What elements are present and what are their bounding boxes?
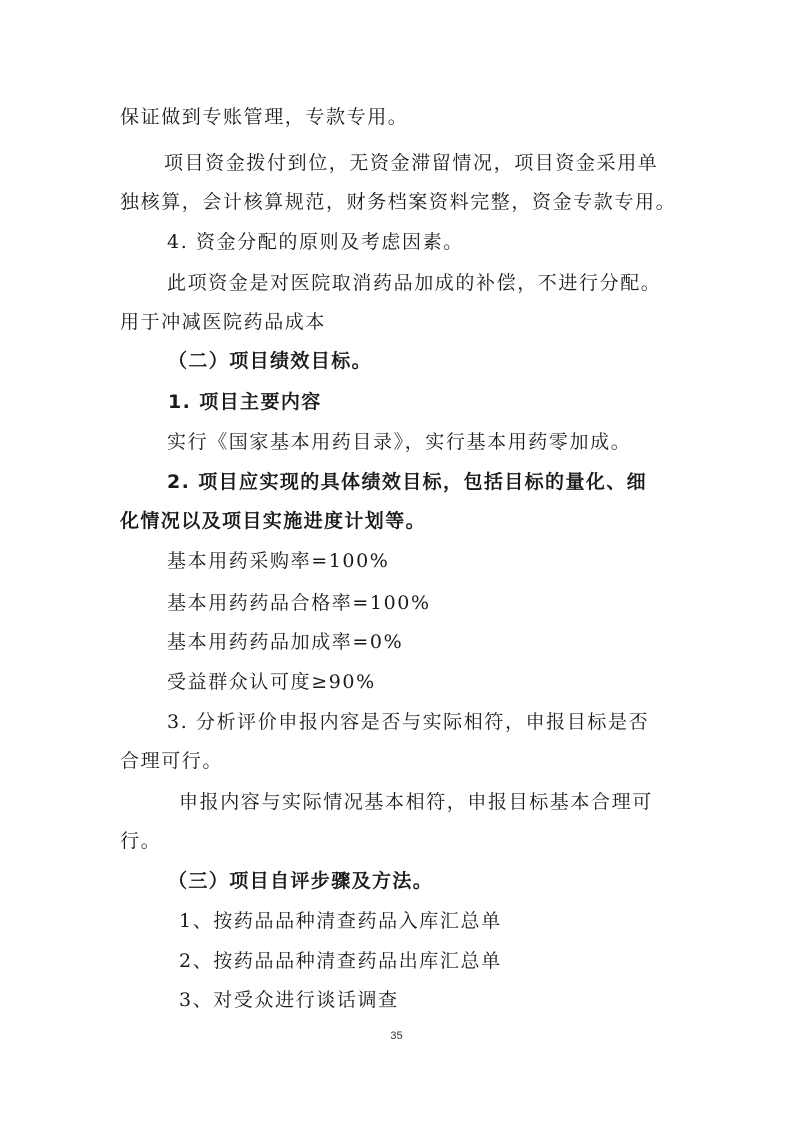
paragraph-line: 此项资金是对医院取消药品加成的补偿，不进行分配。 bbox=[167, 272, 662, 294]
section-heading: （二）项目绩效目标。 bbox=[168, 350, 373, 372]
list-item: 基本用药药品合格率=100% bbox=[167, 592, 431, 614]
section-heading: 4. 资金分配的原则及考虑因素。 bbox=[167, 231, 464, 253]
section-heading: 化情况以及项目实施进度计划等。 bbox=[120, 510, 427, 532]
section-heading: 2. 项目应实现的具体绩效目标，包括目标的量化、细 bbox=[167, 471, 648, 493]
paragraph-line: 申报内容与实际情况基本相符，申报目标基本合理可 bbox=[179, 791, 653, 813]
paragraph-line: 用于冲减医院药品成本 bbox=[120, 311, 327, 333]
paragraph-line: 项目资金拨付到位，无资金滞留情况，项目资金采用单 bbox=[164, 152, 659, 174]
paragraph-line: 行。 bbox=[120, 830, 162, 852]
list-item: 2、按药品品种清查药品出库汇总单 bbox=[179, 950, 502, 972]
section-heading: 1. 项目主要内容 bbox=[168, 391, 322, 413]
paragraph-line: 实行《国家基本用药目录》，实行基本用药零加成。 bbox=[167, 431, 632, 453]
paragraph-line: 合理可行。 bbox=[120, 750, 224, 772]
list-item: 1、按药品品种清查药品入库汇总单 bbox=[179, 910, 502, 932]
list-item: 基本用药采购率=100% bbox=[167, 550, 390, 572]
paragraph-line: 保证做到专账管理，专款专用。 bbox=[120, 106, 409, 128]
page-number: 35 bbox=[390, 1030, 403, 1042]
list-item: 受益群众认可度≥90% bbox=[167, 671, 376, 693]
section-heading: 3. 分析评价申报内容是否与实际相符，申报目标是否 bbox=[167, 711, 650, 733]
paragraph-line: 独核算，会计核算规范，财务档案资料完整，资金专款专用。 bbox=[120, 191, 677, 213]
list-item: 3、对受众进行谈话调查 bbox=[179, 989, 399, 1011]
list-item: 基本用药药品加成率=0% bbox=[167, 631, 404, 653]
section-heading: （三）项目自评步骤及方法。 bbox=[168, 870, 434, 892]
